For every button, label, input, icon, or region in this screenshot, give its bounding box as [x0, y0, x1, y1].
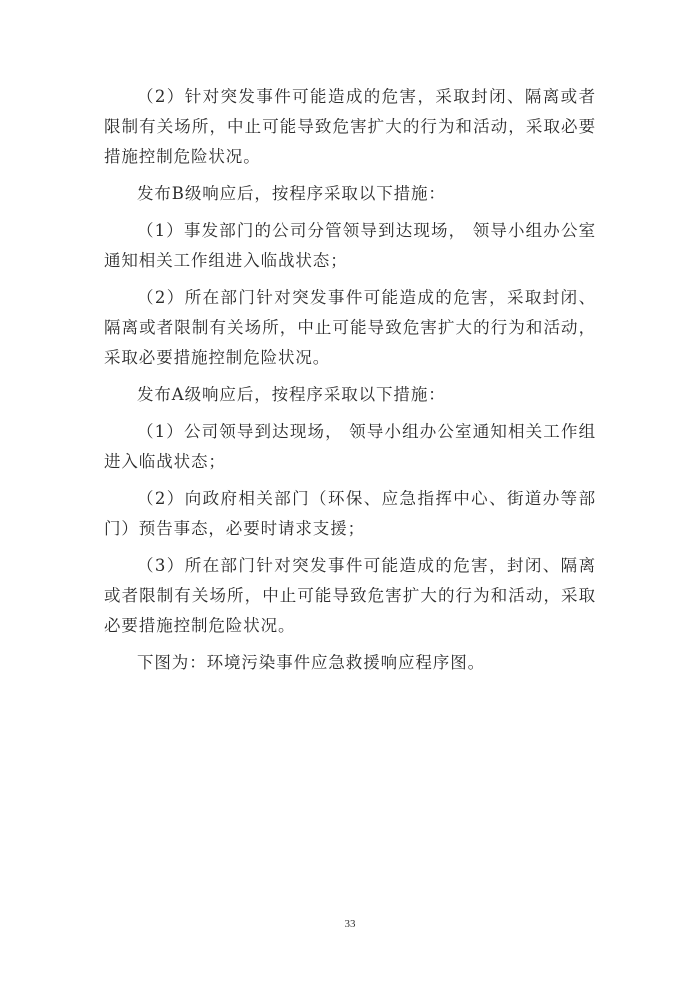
paragraph-level-a-item-3: （3）所在部门针对突发事件可能造成的危害，封闭、隔离或者限制有关场所，中止可能导致危害扩大的行为和活动，采取必要措施控制危险状况。 [104, 556, 596, 635]
paragraph-level-b-item-1: （1）事发部门的公司分管领导到达现场， 领导小组办公室通知相关工作组进入临战状态； [104, 221, 596, 270]
paragraph-measure-2-b-cont: （2）针对突发事件可能造成的危害，采取封闭、隔离或者限制有关场所，中止可能导致危害扩大的行为和活动，采取必要措施控制危险状况。 [104, 87, 596, 166]
paragraph-level-a-item-1: （1）公司领导到达现场， 领导小组办公室通知相关工作组进入临战状态； [104, 422, 596, 471]
paragraph-level-b-item-2: （2）所在部门针对突发事件可能造成的危害，采取封闭、隔离或者限制有关场所，中止可能导致危害扩大的行为和活动，采取必要措施控制危险状况。 [104, 288, 596, 367]
body-text [104, 82, 596, 685]
paragraph-figure-caption: 下图为：环境污染事件应急救援响应程序图。 [137, 653, 485, 672]
paragraph-level-b-heading: 发布B级响应后，按程序采取以下措施： [137, 184, 446, 203]
page-number: 33 [344, 918, 356, 930]
paragraph-level-a-heading: 发布A级响应后，按程序采取以下措施： [137, 385, 446, 404]
paragraph-level-a-item-2: （2）向政府相关部门（环保、应急指挥中心、街道办等部门）预告事态，必要时请求支援； [104, 489, 596, 538]
